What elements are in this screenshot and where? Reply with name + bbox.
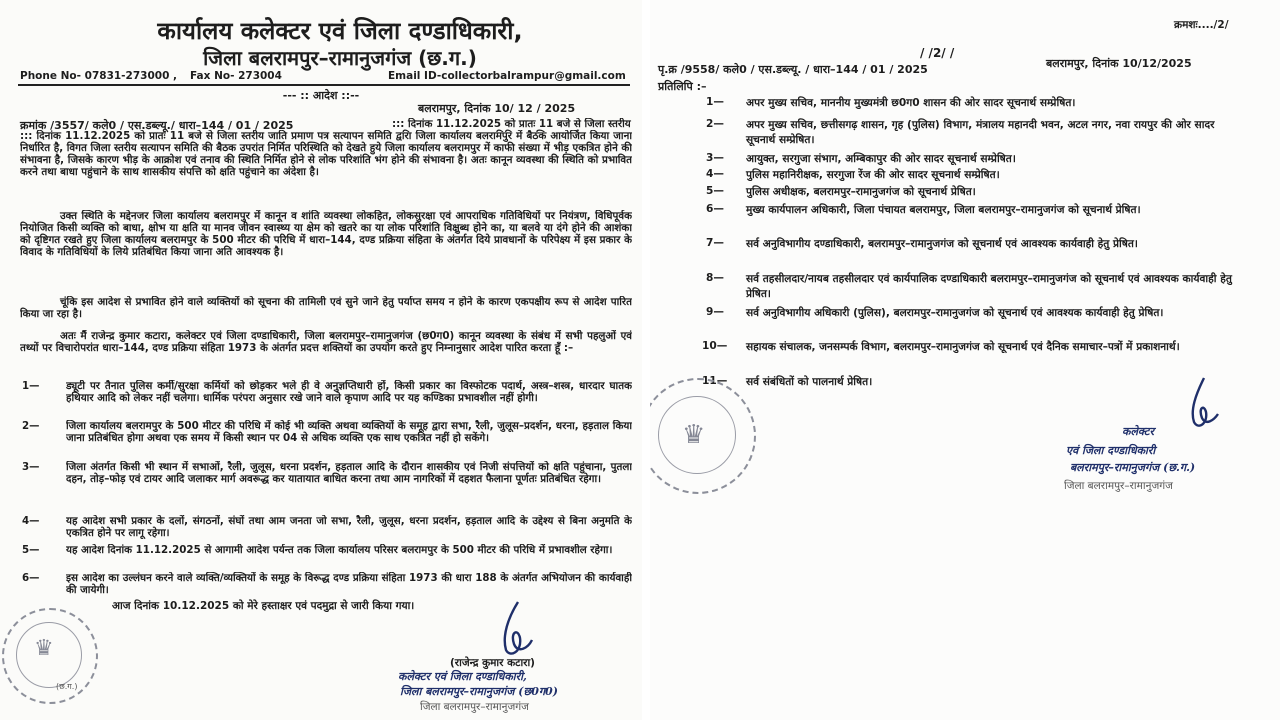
signatory-stamp-line: जिला बलरामपुर–रामानुजगंज bbox=[1064, 480, 1173, 492]
copy-item-number: 8— bbox=[706, 272, 724, 284]
signatory-designation: कलेक्टर एवं जिला दण्डाधिकारी, bbox=[398, 670, 527, 683]
copy-item-number: 6— bbox=[706, 203, 724, 215]
seal-state-label: (छ.ग.) bbox=[56, 682, 78, 691]
order-item: ड्यूटी पर तैनात पुलिस कर्मी/सुरक्षा कर्मियों को छोड़कर भले ही वे अनुज्ञप्तिधारी हों, किसी प्रकार का विस्फोटक पदार्थ, अस्त्र–शस्त्र, धारदार घातक हथियार आदि को लेकर नहीं चलेगा। धार्मिक परंपरा अनुसार रखे जाने वाले कृपाण आदि पर यह कण्डिका प्रभावशील नहीं होगी। bbox=[66, 380, 632, 405]
copy-reference: पृ.क्र /9558/ कले0 / एस.डब्ल्यू. / धारा–144 / 01 / 2025 bbox=[658, 63, 928, 76]
order-item: जिला कार्यालय बलरामपुर के 500 मीटर की परिधि में कोई भी व्यक्ति अथवा व्यक्तियों के समूह द्वारा सभा, रैली, जुलूस–प्रदर्शन, धरना, हड़ताल किया जाना प्रतिबंधित होगा अथवा एक समय में किसी स्थान पर 04 से अधिक व्यक्ति एक साथ एकत्रित नहीं हो सकेंगे। bbox=[66, 420, 632, 445]
copy-item-number: 11— bbox=[702, 375, 728, 387]
copy-item-number: 4— bbox=[706, 168, 724, 180]
header-divider bbox=[18, 84, 630, 86]
item-number: 6— bbox=[22, 572, 40, 584]
copy-item: सर्व अनुविभागीय अधिकारी (पुलिस), बलरामपुर–रामानुजगंज को सूचनार्थ एवं आवश्यक कार्यवाही हेतु प्रेषित। bbox=[746, 307, 1164, 319]
copy-date: बलरामपुर, दिनांक 10/12/2025 bbox=[1046, 57, 1192, 70]
item-number: 5— bbox=[22, 544, 40, 556]
signatory-district: जिला बलरामपुर–रामानुजगंज (छ0ग0) bbox=[400, 685, 558, 698]
order-item: जिला अंतर्गत किसी भी स्थान में सभाओं, रैली, जुलूस, धरना प्रदर्शन, हड़ताल आदि के दौरान शासकीय एवं निजी संपत्तियों को क्षति पहुंचाना, पुतला दहन, तोड़–फोड़ एवं टायर आदि जलाकर मार्ग अवरूद्ध कर यातायात बाधित करना तथा आम नागरिकों में दहशत फैलाना पूर्णतः प्रतिबंधित रहेगा। bbox=[66, 461, 632, 486]
copy-item: सर्व तहसीलदार/नायब तहसीलदार एवं कार्यपालिक दण्डाधिकारी बलरामपुर–रामानुजगंज को सूचनार्थ एवं आवश्यक कार्यवाही हेतु प्रेषित। bbox=[746, 273, 1232, 300]
copy-item: अपर मुख्य सचिव, माननीय मुख्यमंत्री छ0ग0 शासन की ओर सादर सूचनार्थ सम्प्रेषित। bbox=[746, 97, 1076, 109]
copy-item: आयुक्त, सरगुजा संभाग, अम्बिकापुर की ओर सादर सूचनार्थ सम्प्रेषित। bbox=[746, 153, 1016, 165]
copy-item: अपर मुख्य सचिव, छत्तीसगढ़ शासन, गृह (पुलिस) विभाग, मंत्रालय महानदी भवन, अटल नगर, नवा रायपुर की ओर सादर सूचनार्थ सम्प्रेषित। bbox=[746, 119, 1215, 146]
para-intro: ::: दिनांक 11.12.2025 को प्रातः 11 बजे से जिला स्तरीय जाति प्रमाण पत्र सत्यापन समिति द्वारा जिला कार्यालय बलरामपुर में बैठक आयोजित किया जाना निर्धारित है, विगत जिला स्तरीय सत्यापन समिति की बैठक उपरांत निर्मित परिस्थिति को देखते हुये जिला कार्यालय बलरामपुर में काफी संख्या में भीड़ एकत्रित होने की संभावना है, जिसके कारण भीड़ के आक्रोश एवं तनाव की स्थिति निर्मित होने से लोक परिशांति भंग होने की संभावना है। अतः कानून व्यवस्था की स्थिति को प्रभावित करने तथा बाधा पहुंचाने के साथ शासकीय संपत्ति को क्षति पहुंचाने का अंदेशा है। bbox=[20, 130, 632, 179]
signatory-title: कलेक्टर bbox=[1122, 425, 1154, 438]
signatory-district: बलरामपुर–रामानुजगंज (छ.ग.) bbox=[1070, 461, 1196, 474]
copy-item-number: 2— bbox=[706, 118, 724, 130]
copy-item-number: 3— bbox=[706, 152, 724, 164]
item-number: 1— bbox=[22, 380, 40, 392]
order-date: बलरामपुर, दिनांक 10/ 12 / 2025 bbox=[418, 102, 576, 115]
copy-item: मुख्य कार्यपालन अधिकारी, जिला पंचायत बलरामपुर, जिला बलरामपुर–रामानुजगंज को सूचनार्थ प्रेषित। bbox=[746, 204, 1141, 216]
collector-signature bbox=[1178, 376, 1224, 432]
order-item: यह आदेश दिनांक 11.12.2025 से आगामी आदेश पर्यन्त तक जिला कार्यालय परिसर बलरामपुर के 500 मीटर की परिधि में प्रभावशील रहेगा। bbox=[66, 544, 613, 556]
order-page-2 bbox=[650, 0, 1280, 720]
order-item: यह आदेश सभी प्रकार के दलों, संगठनों, संघों तथा आम जनता जो सभा, रैली, जुलूस, धरना प्रदर्शन, हड़ताल आदि के उद्देश्य से बिना अनुमति के एकत्रित होने पर लागू रहेगा। bbox=[66, 515, 632, 540]
page-number: / /2/ / bbox=[920, 46, 955, 60]
item-number: 2— bbox=[22, 420, 40, 432]
phone-number: Phone No- 07831-273000 , bbox=[20, 70, 178, 82]
para-exparte: चूंकि इस आदेश से प्रभावित होने वाले व्यक्तियों को सूचना की तामिली एवं सुने जाने हेतु पर्याप्त समय न होने के कारण एकपक्षीय रूप से आदेश पारित किया जा रहा है। bbox=[20, 296, 632, 321]
order-reference: क्रमांक /3557/ कले0 / एस.डब्ल्यू./ धारा–144 / 01 / 2025 bbox=[20, 119, 294, 132]
national-emblem-icon: ♛ bbox=[682, 420, 706, 450]
copy-item-number: 10— bbox=[702, 340, 728, 352]
item-number: 3— bbox=[22, 461, 40, 473]
para-intro-start: ::: दिनांक 11.12.2025 को प्रातः 11 बजे से जिला स्तरीय bbox=[392, 118, 631, 130]
copy-heading: प्रतिलिपि :– bbox=[658, 80, 707, 93]
email-address: Email ID-collectorbalrampur@gmail.com bbox=[388, 70, 626, 82]
office-title: कार्यालय कलेक्टर एवं जिला दण्डाधिकारी, bbox=[157, 17, 523, 45]
copy-item-number: 7— bbox=[706, 237, 724, 249]
copy-item-number: 1— bbox=[706, 96, 724, 108]
national-emblem-icon: ♛ bbox=[34, 636, 54, 661]
order-item: इस आदेश का उल्लंघन करने वाले व्यक्ति/व्यक्तियों के समूह के विरूद्ध दण्ड प्रक्रिया संहिता 1973 की धारा 188 के अंतर्गत अभियोजन की कार्यवाही की जायेगी। bbox=[66, 572, 632, 597]
order-heading: --- :: आदेश ::-- bbox=[282, 89, 360, 102]
copy-item: सर्व अनुविभागीय दण्डाधिकारी, बलरामपुर–रामानुजगंज को सूचनार्थ एवं आवश्यक कार्यवाही हेतु प्रेषित। bbox=[746, 238, 1138, 250]
signatory-designation: एवं जिला दण्डाधिकारी bbox=[1066, 444, 1156, 457]
copy-item: पुलिस अधीक्षक, बलरामपुर–रामानुजगंज को सूचनार्थ प्रेषित। bbox=[746, 186, 976, 198]
copy-item: सहायक संचालक, जनसम्पर्क विभाग, बलरामपुर–रामानुजगंज को सूचनार्थ एवं दैनिक समाचार–पत्रों में प्रकाशनार्थ। bbox=[746, 341, 1180, 353]
fax-number: Fax No- 273004 bbox=[190, 70, 282, 82]
signatory-name: (राजेन्द्र कुमार कटारा) bbox=[450, 657, 535, 669]
copy-item-number: 9— bbox=[706, 306, 724, 318]
copy-item-number: 5— bbox=[706, 185, 724, 197]
item-number: 4— bbox=[22, 515, 40, 527]
copy-item: पुलिस महानिरीक्षक, सरगुजा रेंज की ओर सादर सूचनार्थ सम्प्रेषित। bbox=[746, 169, 1000, 181]
collector-signature bbox=[488, 598, 538, 660]
office-subtitle: जिला बलरामपुर–रामानुजगंज (छ.ग.) bbox=[203, 46, 477, 70]
signatory-stamp-line: जिला बलरामपुर–रामानुजगंज bbox=[420, 701, 529, 713]
continuation-marker: क्रमशः..../2/ bbox=[1174, 19, 1229, 31]
copy-item: सर्व संबंधितों को पालनार्थ प्रेषित। bbox=[746, 376, 873, 388]
issue-statement: आज दिनांक 10.12.2025 को मेरे हस्ताक्षर एवं पदमुद्रा से जारी किया गया। bbox=[112, 600, 415, 612]
para-order-authority: अतः मैं राजेन्द्र कुमार कटारा, कलेक्टर एवं जिला दण्डाधिकारी, जिला बलरामपुर–रामानुजगंज (छ0ग0) कानून व्यवस्था के संबंध में सभी पहलुओं एवं तथ्यों पर विचारोपरांत धारा–144, दण्ड प्रक्रिया संहिता 1973 के अंतर्गत प्रदत्त शक्तियों का उपयोग करते हुए निम्नानुसार आदेश पारित करता हूँ :– bbox=[20, 330, 632, 355]
para-situation: उक्त स्थिति के मद्देनजर जिला कार्यालय बलरामपुर में कानून व शांति व्यवस्था लोकहित, लोकसुरक्षा एवं आपराधिक गतिविधियों पर नियंत्रण, विधिपूर्वक नियोजित किसी व्यक्ति को बाधा, क्षोभ या क्षति या मानव जीवन स्वास्थ्य या क्षेम को खतरे का या लोक परिशांति विक्षुब्ध होने का, या बलवे या दंगे होने की आशंका को दृष्टिगत रखते हुए जिला कार्यालय बलरामपुर के 500 मीटर की परिधि में धारा–144, दण्ड प्रक्रिया संहिता के अंतर्गत दिये प्रावधानों के परिपेक्ष्य में इस प्रकार के विवाद के गतिविधियों के लिये प्रतिबंधित किया जाना अति आवश्यक है। bbox=[20, 210, 632, 259]
